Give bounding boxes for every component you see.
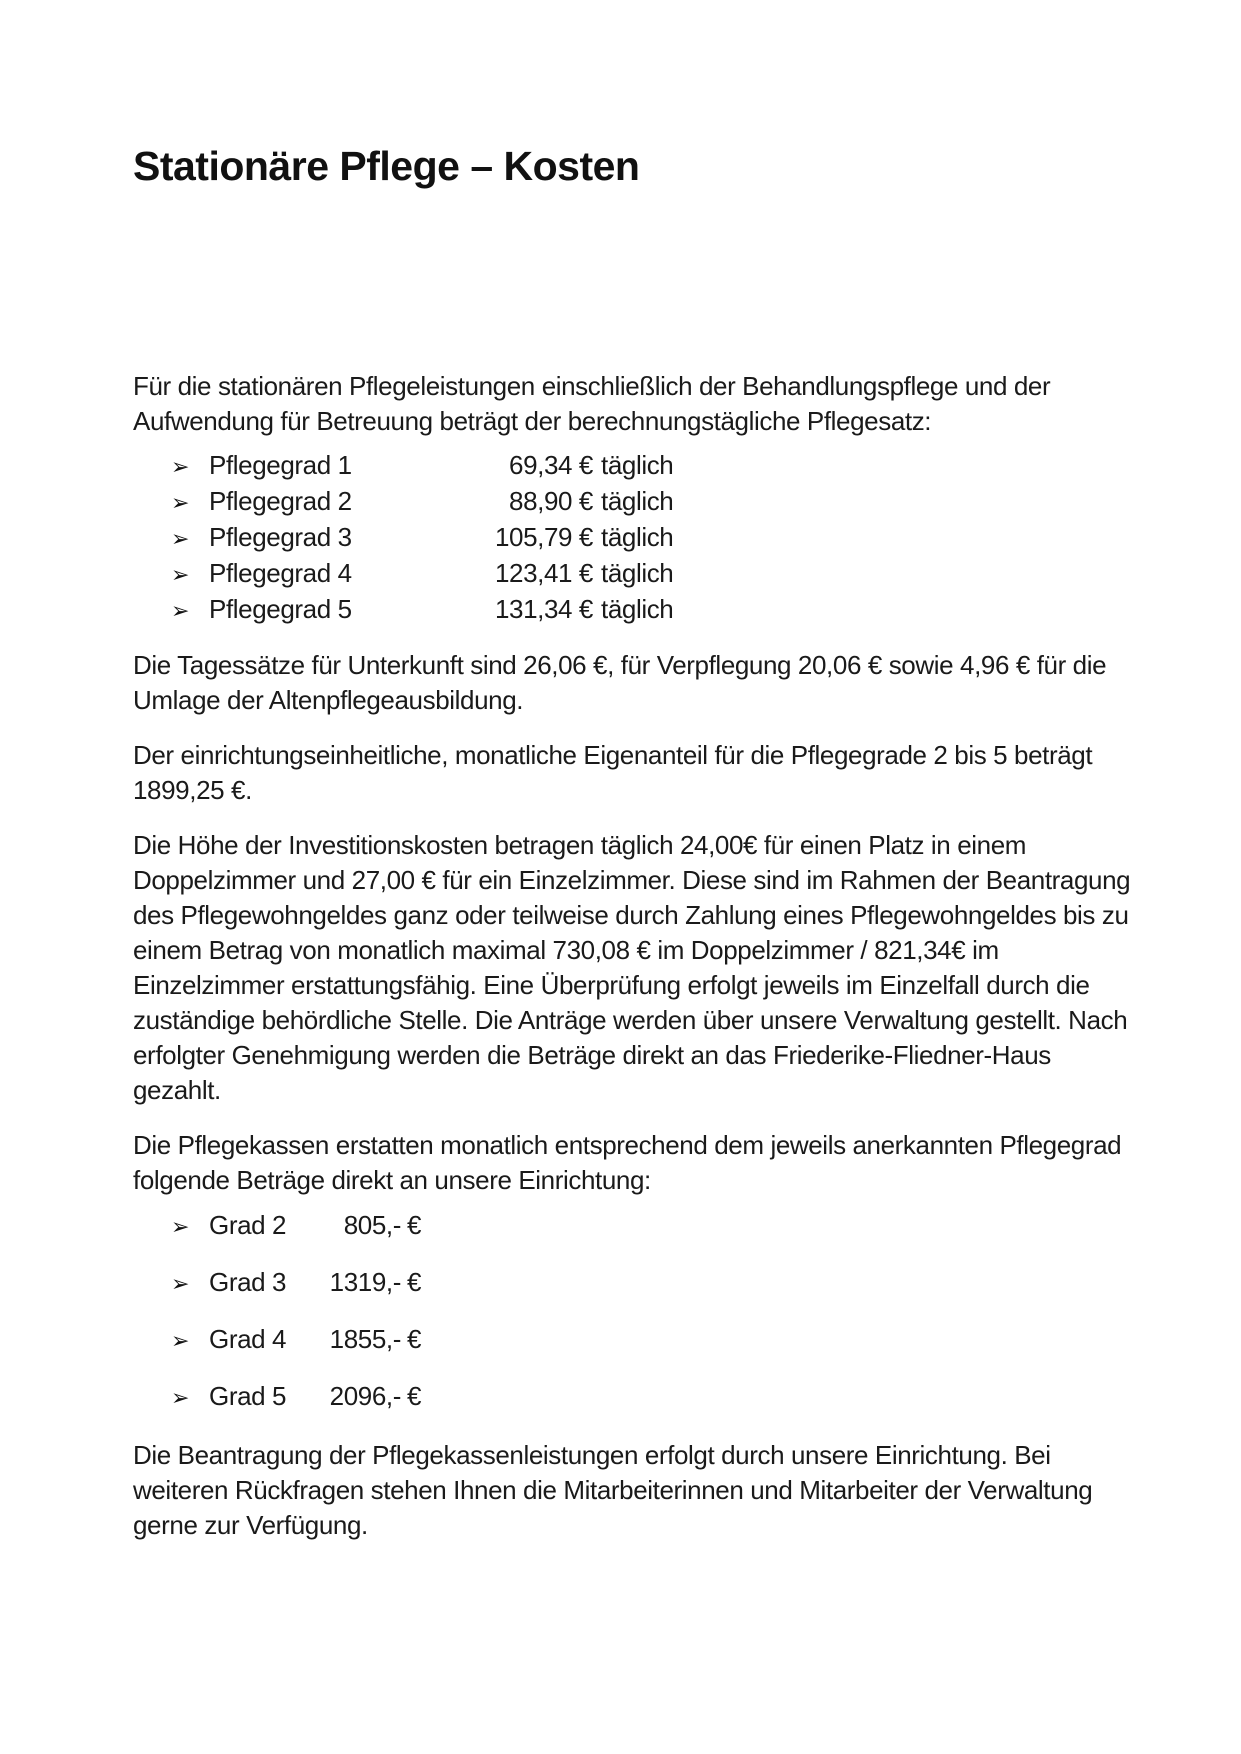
- investitionskosten-paragraph: Die Höhe der Investitionskosten betragen täglich 24,00€ für einen Platz in einem Doppelzimmer und 27,00 € für ein Einzelzimmer. Diese sind im Rahmen der Beantragung des Pflegewohngeldes ganz oder teilweise durch Zahlung eines Pflegewohngeldes bis zu einem Betrag von monatlich maximal 730,08 € im Doppelzimmer / 821,34€ im Einzelzimmer erstattungsfähig. Eine Überprüfung erfolgt jeweils im Einzelfall durch die zuständige behördliche Stelle. Die Anträge werden über unsere Verwaltung gestellt. Nach erfolgter Genehmigung werden die Beträge direkt an das Friederike-Fliedner-Haus gezahlt.: [133, 830, 1131, 1105]
- list-item-value: 88,90 €: [509, 486, 593, 516]
- list-item-value: 805,-: [343, 1210, 401, 1240]
- list-item: [133, 1208, 1133, 1244]
- list-item-unit: täglich: [601, 594, 674, 624]
- pflegekassen-paragraph: Die Pflegekassen erstatten monatlich entsprechend dem jeweils anerkannten Pflegegrad folgende Beträge direkt an unsere Einrichtung:: [133, 1130, 1122, 1195]
- intro-paragraph: Für die stationären Pflegeleistungen einschließlich der Behandlungspflege und der Aufwendung für Betreuung beträgt der berechnungstägliche Pflegesatz:: [133, 371, 1051, 436]
- list-item-label: Pflegegrad 4: [209, 558, 352, 588]
- list-item-unit: €: [407, 1210, 422, 1240]
- list-item: [133, 1379, 1133, 1415]
- list-item: [133, 484, 1133, 520]
- list-item-label: Grad 4: [209, 1324, 287, 1354]
- arrow-bullet-icon: ➢: [171, 1214, 190, 1239]
- list-item-label: Pflegegrad 2: [209, 486, 352, 516]
- list-item-value: 1855,-: [329, 1324, 401, 1354]
- list-item-value: 2096,-: [329, 1381, 401, 1411]
- pflegesatz-list: [133, 448, 1133, 628]
- kassen-betraege-list: [133, 1208, 1133, 1415]
- list-item-value: 131,34 €: [494, 594, 593, 624]
- list-item-label: Pflegegrad 1: [209, 450, 352, 480]
- list-item-unit: €: [407, 1381, 422, 1411]
- list-item: [133, 1265, 1133, 1301]
- list-item-label: Pflegegrad 5: [209, 594, 352, 624]
- arrow-bullet-icon: ➢: [171, 1385, 190, 1410]
- list-item-unit: täglich: [601, 558, 674, 588]
- list-item-value: 123,41 €: [494, 558, 593, 588]
- list-item-value: 69,34 €: [509, 450, 593, 480]
- arrow-bullet-icon: ➢: [171, 598, 190, 623]
- arrow-bullet-icon: ➢: [171, 562, 190, 587]
- list-item: [133, 1322, 1133, 1358]
- arrow-bullet-icon: ➢: [171, 1328, 190, 1353]
- list-item: [133, 556, 1133, 592]
- list-item-label: Grad 5: [209, 1381, 287, 1411]
- list-item-unit: €: [407, 1324, 422, 1354]
- list-item: [133, 592, 1133, 628]
- list-item-label: Grad 2: [209, 1210, 287, 1240]
- list-item-unit: täglich: [601, 450, 674, 480]
- schluss-paragraph: Die Beantragung der Pflegekassenleistungen erfolgt durch unsere Einrichtung. Bei weiteren Rückfragen stehen Ihnen die Mitarbeiterinnen und Mitarbeiter der Verwaltung gerne zur Verfügung.: [133, 1440, 1093, 1540]
- tagessaetze-paragraph: Die Tagessätze für Unterkunft sind 26,06 €, für Verpflegung 20,06 € sowie 4,96 € für die Umlage der Altenpflegeausbildung.: [133, 650, 1107, 715]
- arrow-bullet-icon: ➢: [171, 526, 190, 551]
- arrow-bullet-icon: ➢: [171, 454, 190, 479]
- arrow-bullet-icon: ➢: [171, 490, 190, 515]
- document-body: [133, 369, 1133, 1543]
- list-item-unit: €: [407, 1267, 422, 1297]
- arrow-bullet-icon: ➢: [171, 1271, 190, 1296]
- list-item-value: 105,79 €: [494, 522, 593, 552]
- list-item: [133, 448, 1133, 484]
- page-title: Stationäre Pflege – Kosten: [133, 143, 640, 189]
- list-item: [133, 520, 1133, 556]
- document-page: [133, 0, 1133, 1754]
- eigenanteil-paragraph: Der einrichtungseinheitliche, monatliche Eigenanteil für die Pflegegrade 2 bis 5 beträgt 1899,25 €.: [133, 740, 1093, 805]
- list-item-label: Pflegegrad 3: [209, 522, 352, 552]
- list-item-unit: täglich: [601, 522, 674, 552]
- list-item-label: Grad 3: [209, 1267, 287, 1297]
- list-item-unit: täglich: [601, 486, 674, 516]
- list-item-value: 1319,-: [329, 1267, 401, 1297]
